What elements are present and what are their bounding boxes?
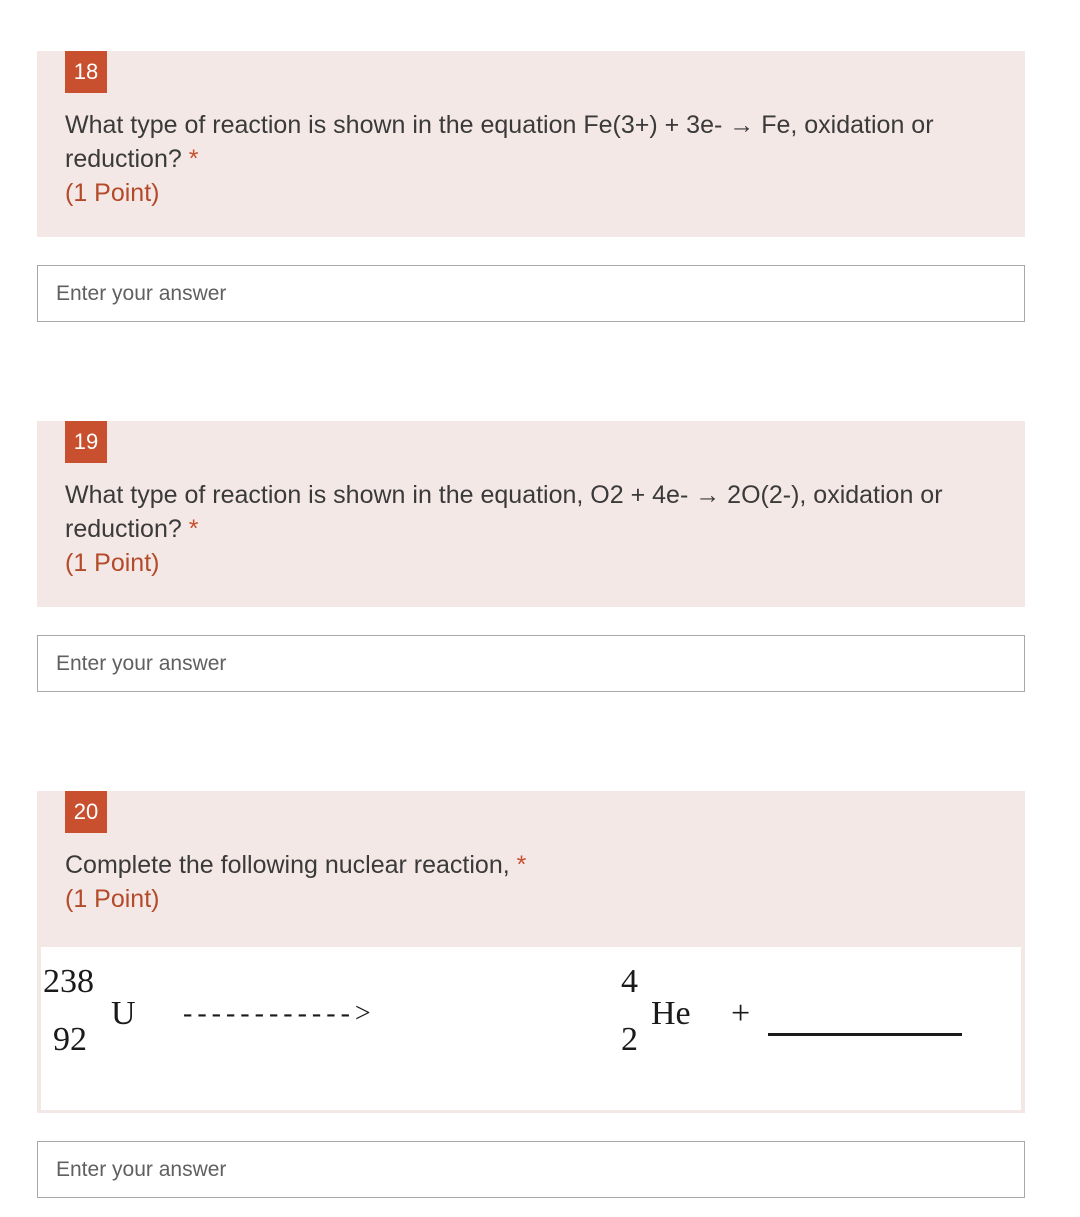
question-number-badge: 20 [65,791,107,833]
answer-input-18[interactable] [37,265,1025,322]
plus-sign: + [731,995,751,1032]
question-text [65,478,995,580]
question-prompt: Complete the following nuclear reaction, [65,851,510,879]
question-text [65,108,995,210]
question-card-18 [37,51,1025,237]
uranium-atomic-number: 92 [53,1021,87,1058]
question-prompt: What type of reaction is shown in the equation Fe(3+) + 3e- → Fe, oxidation or reduction? [65,111,934,173]
question-number-badge: 19 [65,421,107,463]
answer-input-19[interactable] [37,635,1025,692]
question-card-20 [37,791,1025,1113]
helium-atomic-number: 2 [621,1021,638,1058]
question-text [65,848,995,916]
nuclear-equation-image [41,947,1021,1110]
uranium-symbol: U [111,995,136,1032]
reaction-arrow: - - - - - - - - - - - - > [183,998,370,1029]
required-asterisk: * [188,515,199,543]
required-asterisk: * [188,145,199,173]
required-asterisk: * [516,851,527,879]
question-points: (1 Point) [65,179,160,207]
question-points: (1 Point) [65,549,160,577]
uranium-mass-number: 238 [43,963,94,1000]
helium-mass-number: 4 [621,963,638,1000]
question-points: (1 Point) [65,885,160,913]
helium-symbol: He [651,995,691,1032]
question-prompt: What type of reaction is shown in the equation, O2 + 4e- → 2O(2-), oxidation or reduction? [65,481,943,543]
answer-blank-line [768,1033,962,1036]
question-card-19 [37,421,1025,607]
answer-blank: ________ [768,1007,864,1033]
answer-input-20[interactable] [37,1141,1025,1198]
question-number-badge: 18 [65,51,107,93]
